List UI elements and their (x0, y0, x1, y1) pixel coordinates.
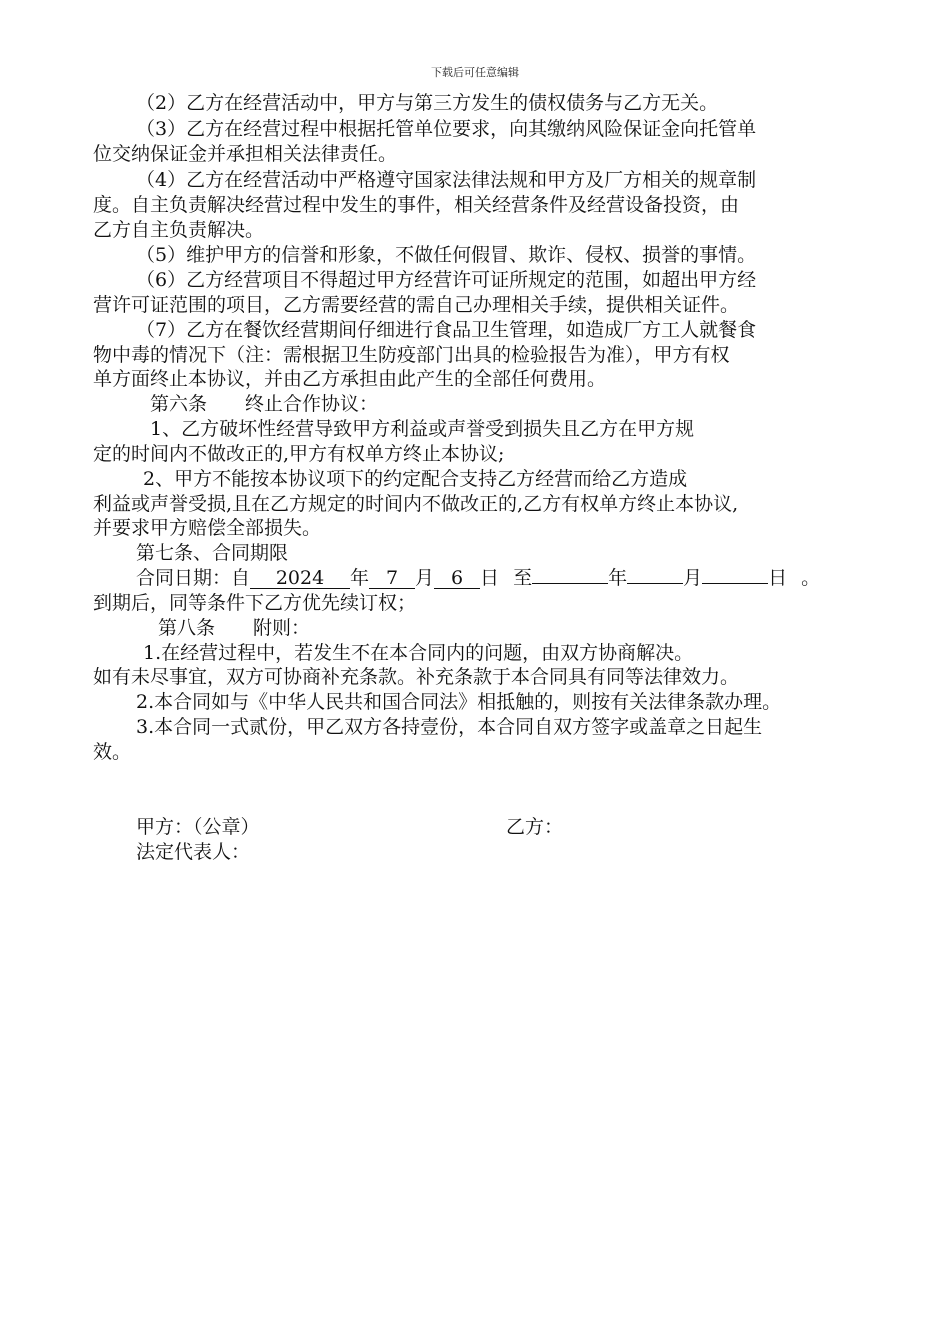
month-char-2: 月 (683, 567, 703, 589)
article-8-line-3: 2.本合同如与《中华人民共和国合同法》相抵触的，则按有关法律条款办理。 (136, 691, 782, 713)
renewal-line: 到期后，同等条件下乙方优先续订权； (93, 592, 417, 614)
year-char-2: 年 (608, 567, 628, 589)
article-6-line-1: 1、乙方破坏性经营导致甲方利益或声誉受到损失且乙方在甲方规 (150, 418, 695, 440)
month-char: 月 (415, 567, 435, 589)
clause-4-line-2: 度。自主负责解决经营过程中发生的事件，相关经营条件及经营设备投资，由 (93, 194, 740, 216)
start-year-field: 2024 (250, 568, 350, 589)
clause-3-line-2: 位交纳保证金并承担相关法律责任。 (93, 143, 398, 165)
end-month-field (627, 583, 683, 584)
clause-4-line-1: （4）乙方在经营活动中严格遵守国家法律法规和甲方及厂方相关的规章制 (136, 169, 757, 191)
clause-6-line-2: 营许可证范围的项目，乙方需要经营的需自己办理相关手续，提供相关证件。 (93, 294, 740, 316)
clause-6-line-1: （6）乙方经营项目不得超过甲方经营许可证所规定的范围，如超出甲方经 (136, 269, 757, 291)
to-label: 至 (513, 567, 533, 589)
day-char: 日 (480, 567, 500, 589)
article-8-title: 第八条 附则： (158, 617, 311, 639)
article-6-title: 第六条 终止合作协议： (150, 393, 379, 415)
legal-representative: 法定代表人： (136, 841, 251, 863)
article-6-line-2: 定的时间内不做改正的,甲方有权单方终止本协议; (93, 443, 505, 465)
clause-7-line-1: （7）乙方在餐饮经营期间仔细进行食品卫生管理，如造成厂方工人就餐食 (136, 319, 757, 341)
end-punct: 。 (801, 567, 821, 589)
contract-date-label: 合同日期：自 (136, 567, 251, 589)
start-month-field: 7 (369, 568, 415, 589)
clause-4-line-3: 乙方自主负责解决。 (93, 219, 265, 241)
clause-7-line-3: 单方面终止本协议，并由乙方承担由此产生的全部任何费用。 (93, 368, 607, 390)
article-6-line-4: 利益或声誉受损,且在乙方规定的时间内不做改正的,乙方有权单方终止本协议, (93, 493, 739, 515)
clause-3-line-1: （3）乙方在经营过程中根据托管单位要求，向其缴纳风险保证金向托管单 (136, 118, 757, 140)
party-a-signature: 甲方：（公章） (136, 816, 260, 838)
year-char: 年 (350, 567, 370, 589)
article-8-line-1: 1.在经营过程中，若发生不在本合同内的问题，由双方协商解决。 (143, 642, 694, 664)
page-header: 下载后可任意编辑 (431, 66, 519, 79)
article-6-line-5: 并要求甲方赔偿全部损失。 (93, 517, 322, 539)
start-day-field: 6 (434, 568, 480, 589)
clause-2: （2）乙方在经营活动中，甲方与第三方发生的债权债务与乙方无关。 (136, 92, 719, 114)
article-8-line-2: 如有未尽事宜，双方可协商补充条款。补充条款于本合同具有同等法律效力。 (93, 666, 740, 688)
end-year-field (532, 583, 608, 584)
article-8-line-5: 效。 (93, 741, 132, 763)
article-6-line-3: 2、甲方不能按本协议项下的约定配合支持乙方经营而给乙方造成 (143, 468, 688, 490)
end-day-field (702, 583, 768, 584)
clause-5: （5）维护甲方的信誉和形象，不做任何假冒、欺诈、侵权、损誉的事情。 (136, 244, 757, 266)
article-8-line-4: 3.本合同一式贰份，甲乙双方各持壹份，本合同自双方签字或盖章之日起生 (136, 716, 763, 738)
day-char-2: 日 (768, 567, 788, 589)
contract-date-line (136, 566, 820, 590)
article-7-title: 第七条、合同期限 (136, 542, 289, 564)
party-b-signature: 乙方： (506, 816, 564, 838)
clause-7-line-2: 物中毒的情况下（注：需根据卫生防疫部门出具的检验报告为准），甲方有权 (93, 344, 730, 366)
